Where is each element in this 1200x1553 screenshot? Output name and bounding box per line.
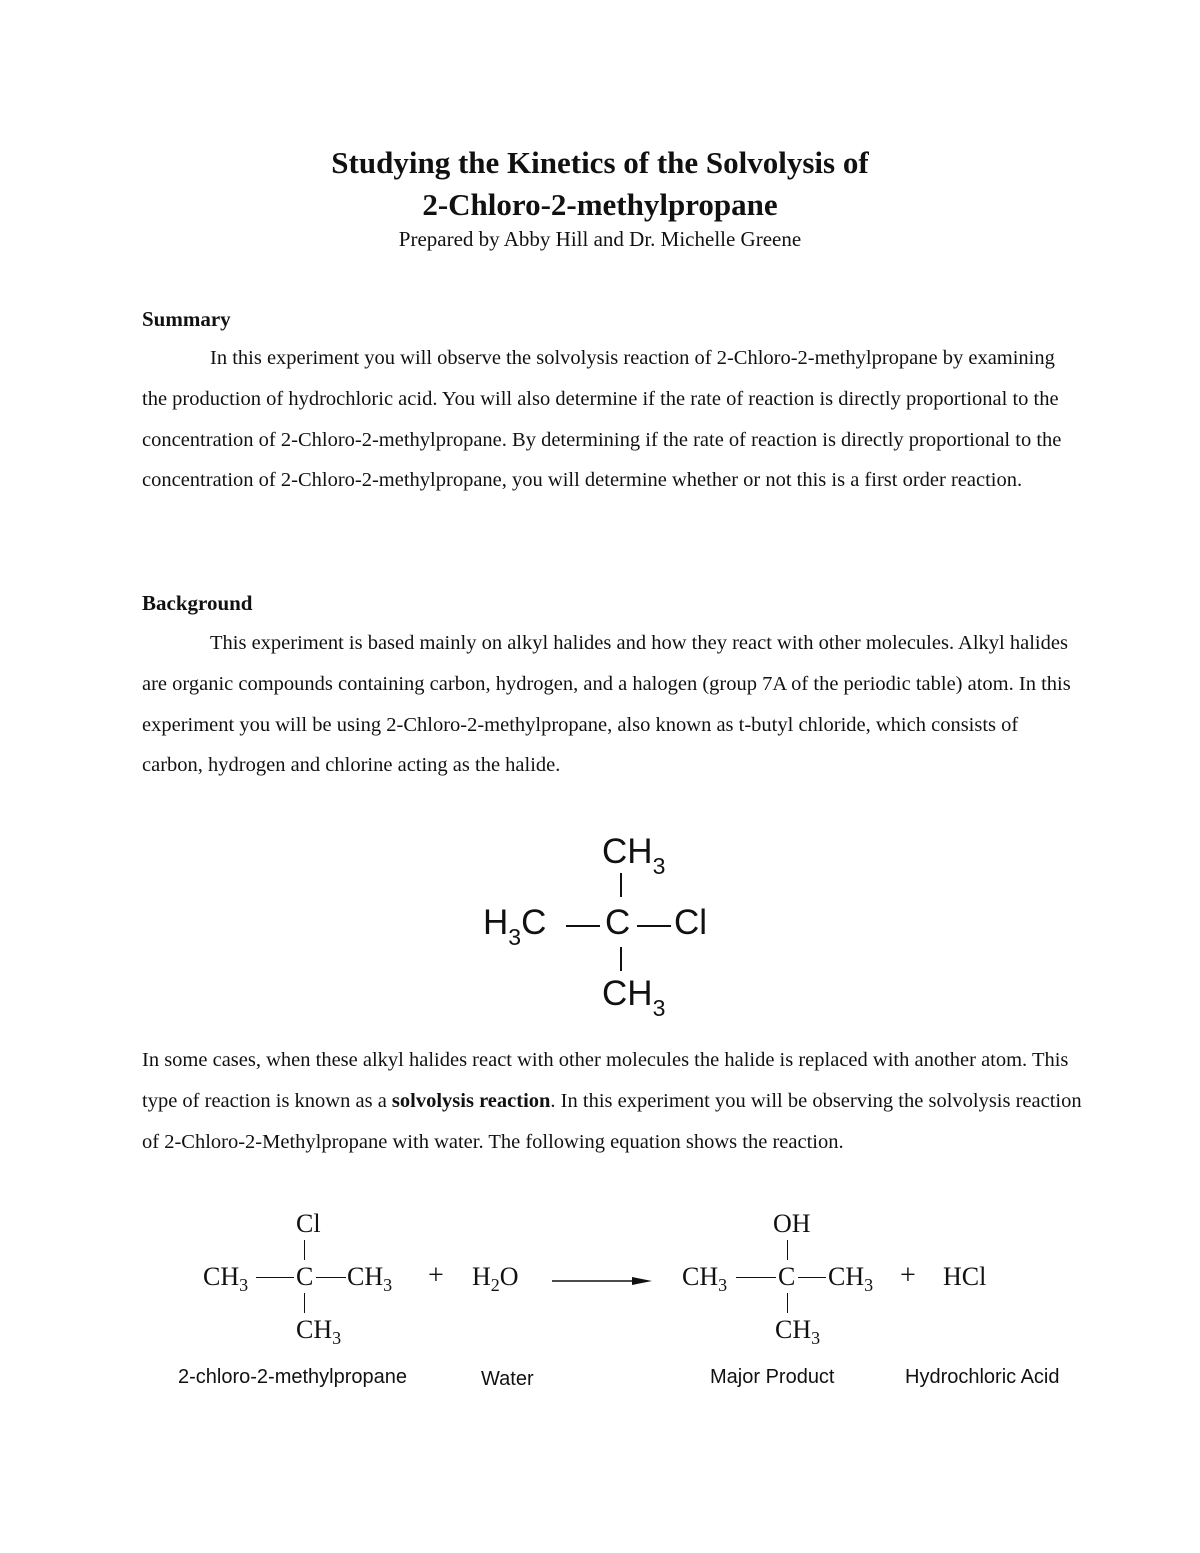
plus-sign-2: +: [900, 1260, 916, 1291]
product-right-ch3: $CH_3$: [828, 1262, 874, 1296]
reactant-left-ch3: $CH_3$: [203, 1262, 249, 1296]
label-product: Major Product: [710, 1366, 835, 1388]
reactant-bond-right: [316, 1277, 346, 1278]
structure-bottom-ch3: $CH_3$: [602, 974, 666, 1021]
structure-center-c: C: [605, 903, 631, 942]
product-bottom-ch3: $CH_3$: [775, 1315, 821, 1349]
reactant-cl: Cl: [296, 1209, 321, 1238]
plus-sign-1: +: [428, 1260, 444, 1291]
structure-bond-top: [620, 873, 622, 897]
structure-left-h3c: $H_3C$: [483, 903, 547, 950]
reactant-bond-top: [304, 1240, 305, 1260]
summary-paragraph: [142, 338, 1082, 501]
structure-top-ch3: $CH_3$: [602, 832, 666, 879]
hcl-formula: HCl: [943, 1262, 987, 1291]
background-heading: Background: [142, 591, 253, 615]
product-bond-left: [736, 1277, 776, 1278]
reactant-bond-bottom: [304, 1293, 305, 1313]
water-formula: $H_2O$: [472, 1262, 519, 1296]
structure-bond-left: [566, 925, 600, 927]
product-bond-top: [787, 1240, 788, 1260]
summary-heading: Summary: [142, 307, 231, 331]
page-title: Studying the Kinetics of the Solvolysis of: [331, 145, 869, 180]
reaction-arrow-icon: [552, 1273, 652, 1283]
reactant-center-c: C: [296, 1262, 314, 1291]
product-center-c: C: [778, 1262, 796, 1291]
reactant-bond-left: [256, 1277, 294, 1278]
label-water: Water: [481, 1368, 534, 1390]
structure-right-cl: Cl: [674, 903, 708, 942]
product-bond-right: [798, 1277, 826, 1278]
byline: Prepared by Abby Hill and Dr. Michelle Greene: [398, 227, 802, 251]
background-text: This experiment is based mainly on alkyl halides and how they react with other molecules. Alkyl halides are organic compounds containing carbon, hydrogen, and a halogen (group 7A of the periodic table) atom. In this experiment you will be using 2-Chloro-2-methylpropane, also known as t-butyl chloride, which consists of carbon, hydrogen and chlorine acting as the halide.: [142, 632, 1071, 777]
background-paragraph: [142, 623, 1082, 786]
product-left-ch3: $CH_3$: [682, 1262, 728, 1296]
reactant-right-ch3: $CH_3$: [347, 1262, 393, 1296]
page-subtitle: 2-Chloro-2-methylpropane: [422, 187, 778, 222]
structure-bond-right: [637, 925, 671, 927]
solvolysis-paragraph: In some cases, when these alkyl halides react with other molecules the halide is replaced with another atom. This type of reaction is known as a solvolysis reaction. In this experiment you will be observing the solvolysis reaction of 2-Chloro-2-Methylpropane with water. The following equation shows the reaction.: [142, 1049, 1082, 1153]
reactant-bottom-ch3: $CH_3$: [296, 1315, 342, 1349]
solvolysis-term: solvolysis reaction: [391, 1089, 551, 1112]
product-oh: OH: [773, 1209, 811, 1238]
summary-text: In this experiment you will observe the solvolysis reaction of 2-Chloro-2-methylpropane by examining the production of hydrochloric acid. You will also determine if the rate of reaction is directly proportional to the concentration of 2-Chloro-2-methylpropane. By determining if the rate of reaction is directly proportional to the concentration of 2-Chloro-2-methylpropane, you will determine whether or not this is a first order reaction.: [142, 347, 1062, 492]
structure-bond-bottom: [620, 947, 622, 971]
label-reactant: 2-chloro-2-methylpropane: [178, 1366, 408, 1388]
product-bond-bottom: [787, 1293, 788, 1313]
label-acid: Hydrochloric Acid: [905, 1366, 1060, 1388]
